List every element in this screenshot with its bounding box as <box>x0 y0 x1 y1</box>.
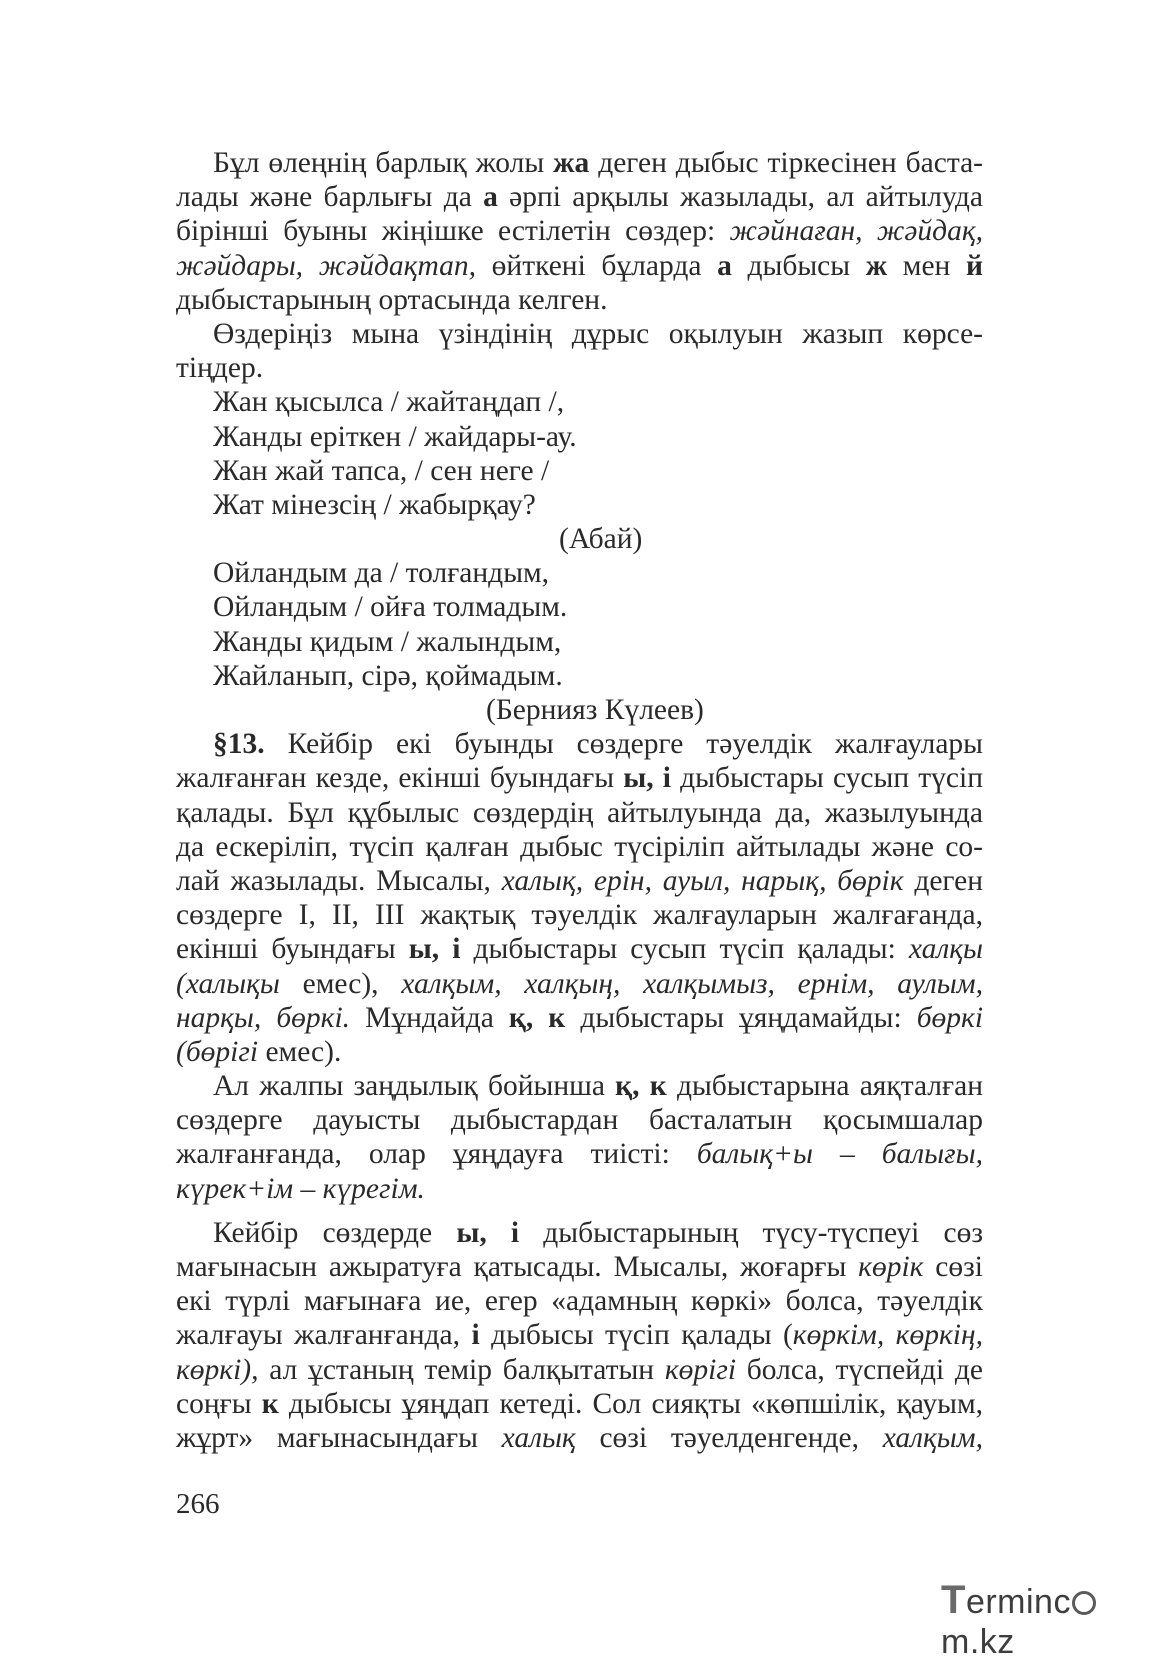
text-segment: Мұндайда <box>350 1001 509 1034</box>
text-segment: әрпі арқылы жазылады, ал айтылуда <box>497 181 983 214</box>
verse-line <box>176 385 983 419</box>
italic-text: (бөрігі <box>176 1035 259 1068</box>
text-line <box>176 1137 983 1171</box>
text-segment: бірінші буыны жіңішке естілетін сөздер: <box>176 215 730 248</box>
text-line <box>176 1001 983 1035</box>
verse-attribution <box>176 693 983 727</box>
italic-text: көркі), <box>176 1353 259 1386</box>
italic-text: балық+ы – балығы, <box>696 1138 984 1171</box>
italic-text: көрігі <box>664 1353 737 1386</box>
bold-text: ж <box>865 249 888 282</box>
verse-line <box>176 590 983 624</box>
italic-text: халқы <box>908 933 983 966</box>
text-segment: жалғанған кезде, екінші буындағы <box>176 762 624 795</box>
text-segment: Ойландым / ойға толмадым. <box>213 591 568 624</box>
text-line <box>176 1421 983 1455</box>
text-segment: Жат мінезсің / жабырқау? <box>213 488 536 521</box>
bold-text: ы, і <box>456 1216 520 1249</box>
text-segment: Кейбір сөздерде <box>213 1216 457 1249</box>
italic-text: көркім, көркің, <box>792 1319 983 1352</box>
bold-text: к <box>261 1387 279 1420</box>
text-segment: қалады. Бұл құбылыс сөздердің айтылуында да, жазылуында <box>176 796 983 829</box>
text-segment: өйткені бұларда <box>476 249 718 282</box>
text-segment: дыбысы түсіп қалады ( <box>479 1319 793 1352</box>
text-segment: сөздерге дауысты дыбыстардан басталатын қосымшалар <box>176 1104 983 1137</box>
text-segment: ал ұстаның темір балқытатын <box>258 1353 665 1386</box>
text-line <box>176 283 983 317</box>
verse-line <box>176 556 983 590</box>
text-segment: дыбыстарының ортасында келген. <box>176 283 608 316</box>
text-line <box>176 180 983 214</box>
text-segment: Жан қысылса / жайтаңдап /, <box>213 386 565 419</box>
text-segment: сөзі <box>923 1251 983 1283</box>
page-body <box>176 146 983 1455</box>
italic-text: жәйнаған, жәйдақ, <box>729 215 984 248</box>
italic-text: күрек+ім – күрегім. <box>176 1172 425 1205</box>
bold-text: і <box>471 1319 480 1352</box>
verse-line <box>176 488 983 522</box>
text-line <box>176 967 983 1001</box>
text-segment: Өздеріңіз мына үзіндінің дұрыс оқылуын жазып көрсе- <box>213 317 983 350</box>
italic-text: халқым, халқың, халқымыз, ернім, аулым, <box>401 967 983 1000</box>
text-segment: дыбыстары сусып түсіп <box>671 762 984 795</box>
text-segment: дыбыстарының түсу-түспеуі сөз <box>519 1216 983 1249</box>
text-segment: Бұл өлеңнің барлық жолы <box>213 147 554 179</box>
text-segment: емес), <box>279 967 402 1000</box>
bold-text: §13. <box>213 728 265 761</box>
text-segment: лады және барлығы да <box>176 181 484 214</box>
text-segment: деген дыбыс тіркесінен баста- <box>589 147 983 179</box>
text-segment: екінші буындағы <box>176 933 409 966</box>
italic-text: көрік <box>858 1251 924 1283</box>
text-line <box>176 214 983 248</box>
text-line <box>176 351 983 385</box>
italic-text: жәйдары, жәйдақтап, <box>176 249 477 282</box>
italic-text: халық, ерін, ауыл, нарық, бөрік <box>501 864 904 897</box>
text-segment: соңғы <box>176 1387 262 1420</box>
text-segment: жұрт» мағынасындағы <box>176 1421 502 1454</box>
bold-text: ы, і <box>408 933 461 966</box>
text-line <box>176 796 983 830</box>
text-line <box>176 1318 983 1352</box>
bold-text: а <box>483 181 498 214</box>
text-segment: тіңдер. <box>176 352 264 385</box>
text-line <box>176 1103 983 1137</box>
text-line <box>176 1035 983 1069</box>
text-segment: Жанды қидым / жалындым, <box>213 625 562 658</box>
text-segment: екі түрлі мағынаға ие, егер «адамның көркі» болса, тәуелдік <box>176 1285 983 1318</box>
verse-line <box>176 659 983 693</box>
text-line <box>176 249 983 283</box>
text-line <box>176 1387 983 1421</box>
text-segment: да ескеріліп, түсіп қалған дыбыс түсіріліп айтылады және со- <box>176 830 983 863</box>
italic-text: (халықы <box>176 967 280 1000</box>
text-line <box>176 864 983 898</box>
text-line <box>176 1284 983 1318</box>
text-line <box>176 1353 983 1387</box>
verse-line <box>176 420 983 454</box>
text-line <box>176 1216 983 1250</box>
italic-text: бөркі <box>916 1001 984 1034</box>
bold-text: жа <box>553 147 590 179</box>
text-segment: Жанды еріткен / жайдары-ау. <box>213 420 577 453</box>
text-segment: сөзі тәуелденгенде, <box>575 1421 883 1454</box>
text-line <box>176 1172 983 1206</box>
text-segment: дыбысы <box>731 249 866 282</box>
bold-text: й <box>965 249 983 282</box>
bold-text: ы, і <box>623 762 672 795</box>
text-line <box>176 1250 983 1284</box>
italic-text: нарқы, бөркі. <box>176 1001 351 1034</box>
italic-text: халқым, <box>882 1421 983 1454</box>
text-segment: Жан жай тапса, / сен неге / <box>213 454 550 487</box>
text-line <box>176 146 983 180</box>
site-logo: Termincm.kz <box>941 1578 1158 1662</box>
text-segment: Ал жалпы заңдылық бойынша <box>213 1070 616 1103</box>
text-segment: дыбыстары ұяңдамайды: <box>565 1001 917 1034</box>
text-segment: дыбыстары сусып түсіп қалады: <box>460 933 909 966</box>
text-segment: сөздерге I, II, III жақтық тәуелдік жалғауларын жалғағанда, <box>176 899 983 932</box>
text-segment: (Абай) <box>559 523 643 556</box>
section-heading-line <box>176 727 983 761</box>
text-line <box>176 1069 983 1103</box>
text-segment: жалғауы жалғанғанда, <box>176 1319 472 1352</box>
text-line <box>176 317 983 351</box>
text-segment: Ойландым да / толғандым, <box>213 557 550 590</box>
text-segment: (Бернияз Күлеев) <box>486 694 704 726</box>
bold-text: қ, к <box>615 1070 667 1103</box>
text-line <box>176 932 983 966</box>
text-line <box>176 830 983 864</box>
verse-line <box>176 625 983 659</box>
text-segment: лай жазылады. Мысалы, <box>176 864 502 897</box>
text-segment: Жайланып, сірә, қоймадым. <box>213 659 563 692</box>
bold-text: а <box>717 249 732 282</box>
text-line <box>176 761 983 795</box>
page-number: 266 <box>176 1488 220 1520</box>
text-segment: Кейбір екі буынды сөздерге тәуелдік жалғаулары <box>264 728 983 761</box>
verse-line <box>176 454 983 488</box>
text-segment: мағынасын ажыратуға қатысады. Мысалы, жоғарғы <box>176 1251 859 1283</box>
text-segment: жалғанғанда, олар ұяңдауға тиісті: <box>176 1138 697 1171</box>
text-segment: емес). <box>258 1035 342 1068</box>
text-segment: болса, түспейді де <box>736 1353 984 1386</box>
verse-attribution <box>176 522 983 556</box>
text-segment: дыбыстарына аяқталған <box>666 1070 984 1103</box>
bold-text: қ, к <box>508 1001 566 1034</box>
text-segment: дыбысы ұяңдап кетеді. Сол сияқты «көпшілік, қауым, <box>278 1387 983 1420</box>
italic-text: халық <box>501 1421 576 1454</box>
text-segment: деген <box>903 864 984 897</box>
text-segment: мен <box>887 249 966 282</box>
text-line <box>176 898 983 932</box>
